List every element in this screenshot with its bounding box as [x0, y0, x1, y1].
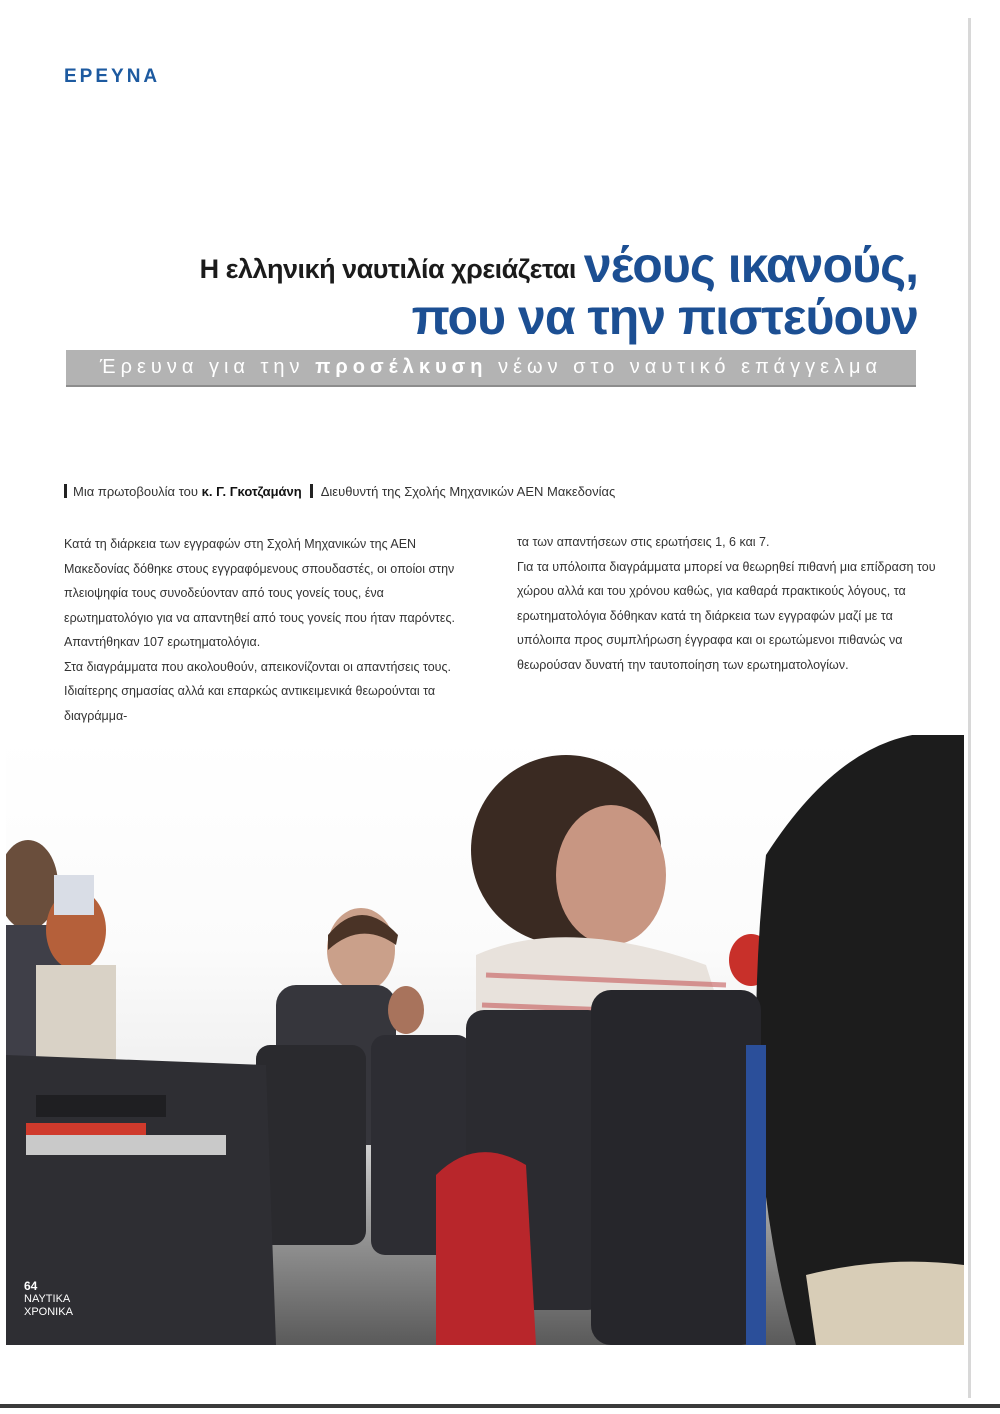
body-paragraph: τα των απαντήσεων στις ερωτήσεις 1, 6 και 7. — [517, 535, 770, 549]
page-bottom-rule — [0, 1404, 1000, 1408]
subtitle-bar — [66, 350, 916, 387]
body-paragraph: Στα διαγράμματα που ακολουθούν, απεικονίζονται οι απαντήσεις τους. — [64, 659, 451, 674]
title-small-text: Η ελληνική ναυτιλία χρειάζεται — [199, 254, 576, 284]
byline-intro: Μια πρωτοβουλία του — [73, 484, 198, 499]
magazine-name-line2: ΧΡΟΝΙΚΑ — [24, 1306, 73, 1318]
byline — [64, 484, 615, 499]
red-book — [26, 1123, 146, 1135]
subtitle-text — [66, 350, 916, 385]
byline-divider — [310, 484, 313, 498]
dark-foreground-person — [756, 735, 964, 1345]
chair-edge — [746, 1045, 766, 1345]
body-paragraph: Για τα υπόλοιπα διαγράμματα μπορεί να θεωρηθεί πιθανή μια επίδραση του χώρου αλλά και του χρόνου καθώς, για καθαρά πρακτικούς λόγους, τα ερωτηματολόγια δόθηκαν κατά τη διάρκεια των εγγραφών μαζί με τα υπόλοιπα προς συμπλήρωση έγγραφα και οι ερωτώμενοι πιθανώς να θεωρούσαν δυνατή την ταυτοποίηση των ερωτηματολογίων. — [517, 559, 936, 672]
page-edge — [968, 18, 971, 1398]
byline-divider — [64, 484, 67, 498]
magazine-name-line1: ΝΑΥΤΙΚΑ — [24, 1293, 71, 1305]
subtitle-before: Έρευνα για την — [99, 356, 305, 378]
title-line-1 — [199, 237, 918, 293]
woman-face — [556, 805, 666, 945]
byline-author: κ. Γ. Γκοτζαμάνη — [201, 484, 302, 499]
student-far-face — [388, 986, 424, 1034]
subtitle-after: νέων στο ναυτικό επάγγελμα — [498, 356, 883, 378]
classroom-photo — [6, 735, 964, 1345]
classroom-illustration — [6, 735, 964, 1345]
book — [36, 1095, 166, 1117]
page-number: 64 — [24, 1279, 38, 1293]
section-label: ΕΡΕΥΝΑ — [64, 66, 161, 87]
beige-pants — [806, 1262, 964, 1345]
subtitle-emphasis: προσέλκυση — [315, 356, 488, 378]
body-paragraph: Ιδιαίτερης σημασίας αλλά και επαρκώς αντικειμενικά θεωρούνται τα διαγράμμα- — [64, 684, 436, 723]
chair — [591, 990, 761, 1345]
title-big-text: νέους ικανούς, — [583, 237, 918, 293]
red-jacket — [436, 1152, 536, 1345]
body-column-left — [64, 532, 476, 728]
chair — [256, 1045, 366, 1245]
body-paragraph: Κατά τη διάρκεια των εγγραφών στη Σχολή Μηχανικών της ΑΕΝ Μακεδονίας δόθηκε στους εγγραφόμενους σπουδαστές, οι οποίοι στην πλειοψηφία τους συνοδεύονταν από τους γονείς τους, ένα ερωτηματολόγιο για να απαντηθεί από τους γονείς που ήταν παρόντες. — [64, 537, 455, 625]
article-title — [199, 237, 918, 345]
sign-board — [54, 875, 94, 915]
title-line-2: που να την πιστεύουν — [411, 289, 918, 345]
page-footer — [24, 1280, 73, 1319]
body-paragraph: Απαντήθηκαν 107 ερωτηματολόγια. — [64, 635, 261, 649]
byline-role: Διευθυντή της Σχολής Μηχανικών ΑΕΝ Μακεδονίας — [320, 484, 616, 499]
papers — [26, 1135, 226, 1155]
body-column-right — [517, 530, 937, 677]
